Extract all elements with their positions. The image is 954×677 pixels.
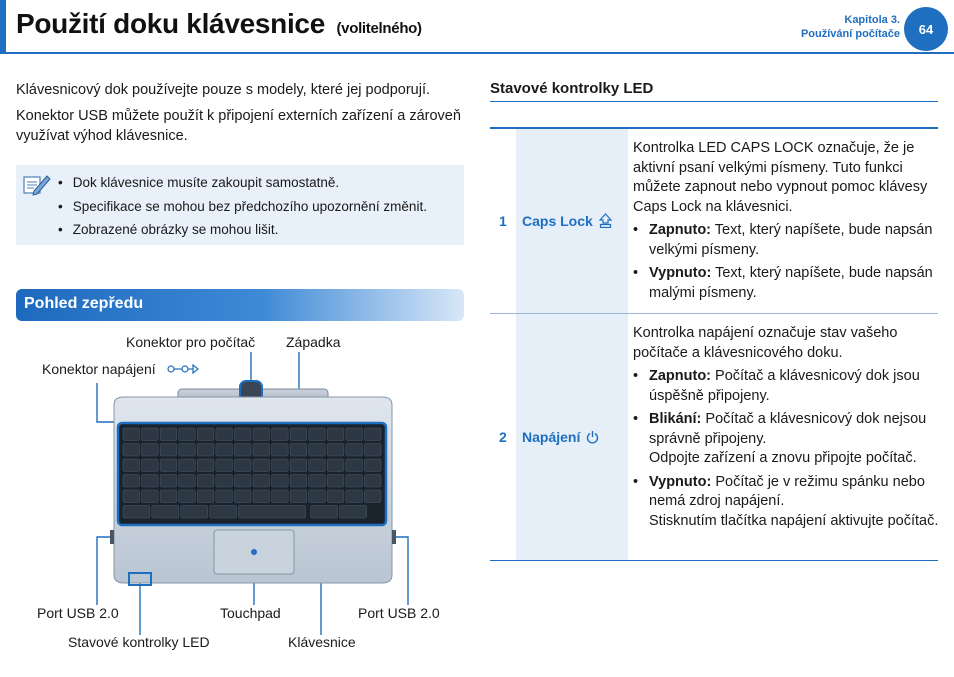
keyboard-key — [160, 459, 177, 472]
led-row-1-description — [633, 139, 943, 307]
led-row-separator — [490, 313, 938, 314]
keyboard-key — [309, 475, 326, 488]
keyboard-key — [216, 475, 233, 488]
chapter-title: Používání počítače — [800, 28, 900, 40]
keyboard-key — [309, 459, 326, 472]
keyboard-key — [142, 444, 159, 457]
keyboard-key — [197, 428, 214, 441]
keyboard-key — [346, 490, 363, 503]
keyboard-key — [290, 475, 307, 488]
led-row-2-name-text: Napájení — [522, 429, 581, 445]
keyboard-key — [327, 444, 344, 457]
keyboard-key — [142, 490, 159, 503]
keyboard-key — [309, 444, 326, 457]
led-state-text: Počítač a klávesnicový dok nejsou správně připojeny. — [649, 411, 927, 447]
label-pc-connector: Konektor pro počítač — [126, 334, 256, 350]
led-state-term: Zapnuto: — [649, 222, 712, 238]
label-power-connector: Konektor napájení — [42, 361, 156, 377]
keyboard-key — [272, 428, 289, 441]
keyboard-key — [364, 444, 381, 457]
note-item: • Dok klávesnice musíte zakoupit samostatně. — [56, 171, 427, 195]
keyboard-key — [327, 459, 344, 472]
keyboard-key — [234, 444, 251, 457]
page-title-suffix: (volitelného) — [336, 20, 422, 37]
keyboard-key — [197, 444, 214, 457]
note-list — [56, 171, 427, 242]
keyboard-key — [290, 444, 307, 457]
led-state-term: Vypnuto: — [649, 265, 712, 281]
keyboard-key — [346, 475, 363, 488]
keyboard-key — [364, 475, 381, 488]
keyboard-key — [346, 444, 363, 457]
keyboard-key — [160, 428, 177, 441]
led-state-term: Zapnuto: — [649, 368, 712, 384]
page-number-badge: 64 — [904, 7, 948, 51]
led-state-item — [633, 473, 943, 532]
page-title — [16, 8, 422, 40]
keyboard-key — [123, 490, 140, 503]
intro-paragraph-2: Konektor USB můžete použít k připojení externích zařízení a zároveň využívat výhod klávesnice. — [16, 108, 461, 144]
keyboard-key — [364, 459, 381, 472]
led-row-2-name — [522, 429, 599, 445]
keyboard-key — [179, 490, 196, 503]
keyboard-key — [216, 428, 233, 441]
keyboard-key — [123, 506, 150, 519]
led-state-text: Text, který napíšete, bude napsán velkými písmeny. — [649, 222, 933, 258]
keyboard-key — [123, 444, 140, 457]
keyboard-dock-illustration — [0, 325, 480, 677]
keyboard-key — [272, 459, 289, 472]
keyboard-key — [234, 459, 251, 472]
keyboard-key — [179, 475, 196, 488]
led-section-rule — [490, 101, 938, 102]
keyboard-key — [234, 475, 251, 488]
led-state-text: Počítač je v režimu spánku nebo nemá zdroj napájení. — [649, 473, 925, 509]
front-view-title: Pohled zepředu — [24, 295, 144, 312]
front-view-section-bar — [16, 289, 464, 321]
label-usb-right: Port USB 2.0 — [358, 605, 440, 621]
label-usb-left: Port USB 2.0 — [37, 605, 119, 621]
led-row-1-name-text: Caps Lock — [522, 213, 593, 229]
note-item: • Zobrazené obrázky se mohou lišit. — [56, 218, 427, 242]
led-row-2-number: 2 — [499, 429, 507, 445]
keyboard-key — [216, 459, 233, 472]
label-led: Stavové kontrolky LED — [68, 634, 210, 650]
caps-lock-icon — [599, 213, 612, 228]
keyboard-key — [216, 444, 233, 457]
keyboard-key — [253, 444, 270, 457]
led-state-term: Blikání: — [649, 411, 702, 427]
led-state-extra: Odpojte zařízení a znovu připojte počítač. — [649, 450, 917, 466]
page-title-main: Použití doku klávesnice — [16, 8, 325, 39]
keyboard-key — [327, 475, 344, 488]
keyboard-key — [123, 475, 140, 488]
keyboard-dock-diagram — [0, 325, 480, 677]
keyboard-key — [197, 475, 214, 488]
keyboard-key — [290, 459, 307, 472]
keyboard-key — [309, 428, 326, 441]
keyboard-key — [253, 459, 270, 472]
label-touchpad: Touchpad — [220, 605, 281, 621]
led-section-title: Stavové kontrolky LED — [490, 80, 654, 97]
label-latch: Západka — [286, 334, 341, 350]
keyboard-key — [152, 506, 179, 519]
keyboard-key — [123, 428, 140, 441]
keyboard-key — [142, 475, 159, 488]
keyboard-key — [272, 490, 289, 503]
keyboard-key — [160, 490, 177, 503]
keyboard-key — [364, 428, 381, 441]
keyboard-key — [290, 490, 307, 503]
keyboard-key — [290, 428, 307, 441]
header-accent-bar — [0, 0, 6, 52]
keyboard-key — [160, 444, 177, 457]
led-row-1-name — [522, 213, 612, 229]
keyboard-key — [210, 506, 237, 519]
led-table-bottom-rule — [490, 560, 938, 561]
keyboard-key — [234, 428, 251, 441]
label-keyboard: Klávesnice — [288, 634, 356, 650]
note-box — [16, 165, 464, 245]
note-item: • Specifikace se mohou bez předchozího upozornění změnit. — [56, 195, 427, 219]
keyboard-key — [340, 506, 367, 519]
keyboard-key — [179, 428, 196, 441]
keyboard-key — [311, 506, 338, 519]
intro-text — [16, 80, 466, 152]
intro-paragraph-1: Klávesnicový dok používejte pouze s modely, které jej podporují. — [16, 82, 431, 98]
keyboard-key — [327, 428, 344, 441]
led-row-2-description — [633, 324, 943, 535]
keyboard-key — [364, 490, 381, 503]
keyboard-key — [309, 490, 326, 503]
led-row-2-intro: Kontrolka napájení označuje stav vašeho počítače a klávesnicového doku. — [633, 325, 898, 361]
keyboard-key — [234, 490, 251, 503]
led-state-item — [633, 221, 943, 260]
keyboard-key — [142, 459, 159, 472]
power-icon — [586, 430, 599, 444]
led-row-1-bullets — [633, 221, 943, 303]
chapter-info — [801, 13, 900, 41]
keyboard-key — [253, 428, 270, 441]
keyboard-key — [272, 444, 289, 457]
led-table-name-column — [516, 129, 628, 560]
led-row-1-intro: Kontrolka LED CAPS LOCK označuje, že je aktivní psaní velkými písmeny. Tuto funkci můžete zapnout nebo vypnout pomoc klávesy Caps Lock na klávesnici. — [633, 140, 928, 215]
keyboard-key — [160, 475, 177, 488]
keyboard-key — [181, 506, 208, 519]
keyboard-key — [346, 459, 363, 472]
led-state-item — [633, 410, 943, 469]
keyboard-key — [253, 490, 270, 503]
led-state-item — [633, 367, 943, 406]
header-rule — [0, 52, 954, 54]
led-state-text: Počítač a klávesnicový dok jsou úspěšně připojeny. — [649, 368, 920, 404]
keyboard-key — [346, 428, 363, 441]
keyboard-key — [197, 459, 214, 472]
led-state-text: Text, který napíšete, bude napsán malými písmeny. — [649, 265, 933, 301]
keyboard-key — [123, 459, 140, 472]
led-row-1-number: 1 — [499, 213, 507, 229]
keyboard-key — [142, 428, 159, 441]
note-pencil-icon — [22, 171, 52, 199]
keyboard-key — [327, 490, 344, 503]
keyboard-key — [253, 475, 270, 488]
keyboard-key — [239, 506, 306, 519]
led-state-extra: Stisknutím tlačítka napájení aktivujte počítač. — [649, 512, 939, 529]
keyboard-key — [179, 444, 196, 457]
keyboard-key — [179, 459, 196, 472]
keyboard-key — [272, 475, 289, 488]
led-state-item — [633, 264, 943, 303]
chapter-number: Kapitola 3. — [844, 14, 900, 26]
keyboard-key — [197, 490, 214, 503]
keyboard-key — [216, 490, 233, 503]
led-state-term: Vypnuto: — [649, 473, 712, 490]
led-row-2-bullets — [633, 367, 943, 531]
